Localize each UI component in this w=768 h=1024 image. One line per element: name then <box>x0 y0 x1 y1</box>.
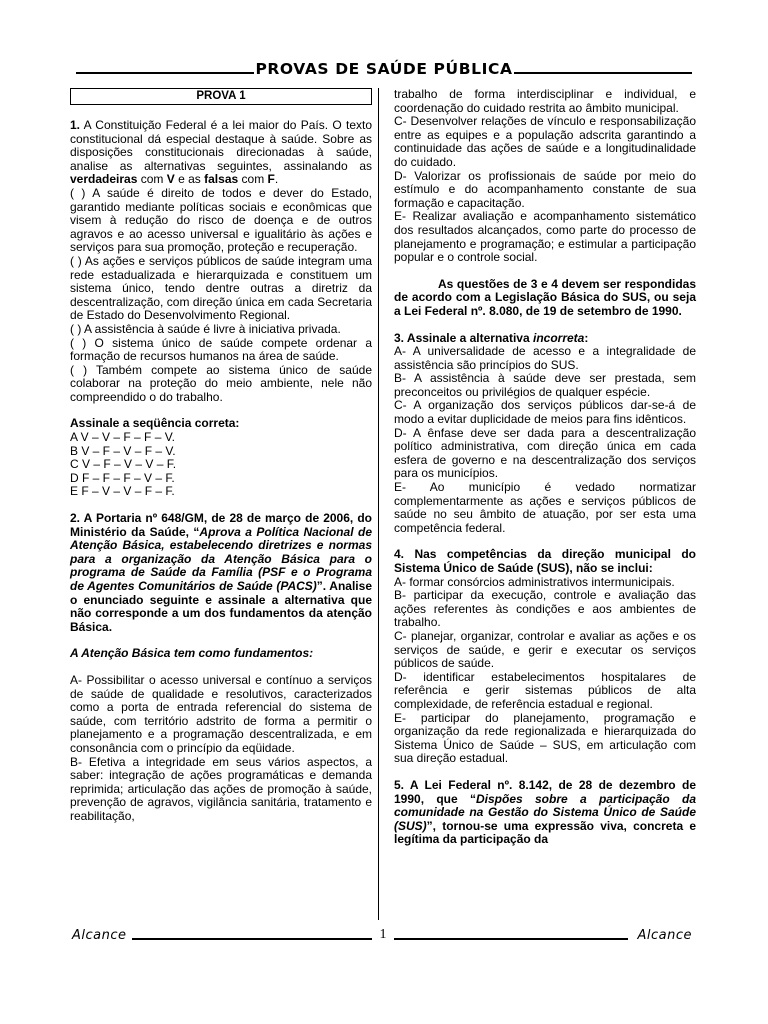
word-com-2: com <box>241 172 265 187</box>
footer-rule-right <box>394 938 628 940</box>
q3-option-d: D- A ênfase deve ser dada para a descentralização político administrativa, com direção única em cada esfera de governo e na descentralização dos serviços para os municípios. <box>394 425 696 481</box>
q1-option: C V – F – V – V – F. <box>70 457 177 472</box>
left-column <box>70 88 372 824</box>
q3-option-a: A- A universalidade de acesso e a integralidade de assistência são princípios do SUS. <box>394 344 696 372</box>
q1-option: D F – F – F – V – F. <box>70 470 175 485</box>
q2-option-d: D- Valorizar os profissionais de saúde por meio do estímulo e do acompanhamento constante de sua formação e capacitação. <box>394 168 696 210</box>
page-number: 1 <box>379 927 387 942</box>
q5-quote: Dispões sobre a participação da comunidade na Gestão do Sistema Único de Saúde (SUS) <box>394 791 696 833</box>
question-3-title <box>394 332 696 346</box>
footer-brand-left: Alcance <box>72 928 127 943</box>
column-divider <box>378 88 379 920</box>
page-title: PROVAS DE SAÚDE PÚBLICA <box>255 60 513 78</box>
q4-option-b: B- participar da execução, controle e avaliação das ações referentes às condições e aos ambientes de trabalho. <box>394 588 696 630</box>
q3-option-b: B- A assistência à saúde deve ser prestada, sem preconceitos ou privilégios de qualquer espécie. <box>394 371 696 399</box>
q5-part1: 5. A Lei Federal nº. 8.142, de 28 de dezembro de 1990, que “ <box>394 777 696 806</box>
prova-title-box: PROVA 1 <box>70 88 372 105</box>
letter-f: F <box>267 172 275 187</box>
page-header <box>68 58 692 86</box>
q1-option: E F – V – V – F – F. <box>70 484 175 499</box>
q1-statement: ( ) As ações e serviços públicos de saúde integram uma rede estadualizada e hierarquizada e constituem um sistema único, tendo dentre outras a diretriz da descentralização, com direção única em cada Secretaria de Estado do Desenvolvimento Regional. <box>70 253 372 323</box>
q4-option-d: D- identificar estabelecimentos hospitalares de referência e gerir sistemas públicos de alta complexidade, de referência estadual e regional. <box>394 669 696 711</box>
q3-keyword: incorreta <box>532 330 585 345</box>
q2-option-a: A- Possibilitar o acesso universal e contínuo a serviços de saúde de qualidade e resolutivos, caracterizados como a porta de entrada referencial do sistema de saúde, com território adstrito de forma a permitir o planejamento e a programação descentralizada, e em consonância com o princípio da eqüidade. <box>70 672 372 755</box>
legislation-note: As questões de 3 e 4 devem ser respondidas de acordo com a Legislação Básica do SUS, ou seja a Lei Federal nº. 8.080, de 19 de setembro de 1990. <box>394 276 696 318</box>
question-1-text: A Constituição Federal é a lei maior do País. O texto constitucional dá especial destaque à saúde. Sobre as disposições constitucionais direcionadas à saúde, analise as alternativas seguintes, assinalando as <box>70 118 373 173</box>
question-1-intro <box>70 119 372 187</box>
q2-part1: 2. A Portaria nº 648/GM, de 28 de março de 2006, do Ministério da Saúde, “ <box>70 511 372 539</box>
question-2-statement <box>70 512 372 634</box>
q1-sequence-title: Assinale a seqüência correta: <box>70 416 240 431</box>
letter-v: V <box>166 172 175 187</box>
q1-option: B V – F – V – F – V. <box>70 443 176 458</box>
page-footer <box>68 928 692 948</box>
q1-statement: ( ) A assistência à saúde é livre à iniciativa privada. <box>70 321 341 336</box>
right-column <box>394 88 696 847</box>
question-4-title: 4. Nas competências da direção municipal do Sistema Único de Saúde (SUS), não se inclui: <box>394 547 696 575</box>
q2-option-c: C- Desenvolver relações de vínculo e responsabilização entre as equipes e a população adscrita garantindo a continuidade das ações de saúde e a longitudinalidade do cuidado. <box>394 114 696 169</box>
q1-statement: ( ) A saúde é direito de todos e dever do Estado, garantido mediante políticas sociais e econômicas que visem à redução do risco de doença e de outros agravos e ao acesso universal e igualitário às ações e serviços para sua promoção, proteção e recuperação. <box>70 185 372 255</box>
q2-option-e: E- Realizar avaliação e acompanhamento sistemático dos resultados alcançados, como parte do processo de planejamento e programação; e estimular a participação popular e o controle social. <box>394 209 696 265</box>
period: . <box>274 172 279 187</box>
q5-part3: ”, tornou-se uma expressão viva, concreta e legítima da participação da <box>394 818 696 847</box>
q4-option-e: E- participar do planejamento, programação e organização da rede regionalizada e hierarquizada do Sistema Único de Saúde – SUS, em articulação com sua direção estadual. <box>394 710 696 766</box>
keyword-falsas: falsas <box>204 172 239 187</box>
q4-option-a: A- formar consórcios administrativos intermunicipais. <box>394 574 675 589</box>
q2-part3: ”. Analise o enunciado seguinte e assinale a alternativa que não corresponde a um dos fundamentos da atenção Básica. <box>70 579 372 634</box>
question-5-statement <box>394 779 696 847</box>
q3-title-text: 3. Assinale a alternativa <box>394 330 530 345</box>
q3-colon: : <box>584 330 589 345</box>
q2-option-b: B- Efetiva a integridade em seus vários aspectos, a saber: integração de ações programáticas e demanda reprimida; articulação das ações de promoção à saúde, prevenção de agravos, vigilância sanitária, tratamento e reabilitação, <box>70 754 372 823</box>
q2-quote: Aprova a Política Nacional de Atenção Básica, estabelecendo diretrizes e normas para a organização da Atenção Básica para o programa de Saúde da Família (PSF e o Programa de Agentes Comunitários de Saúde (PACS) <box>70 524 372 593</box>
q2-subtitle: A Atenção Básica tem como fundamentos: <box>70 646 314 661</box>
q1-statement: ( ) O sistema único de saúde compete ordenar a formação de recursos humanos na área de saúde. <box>70 335 372 364</box>
q3-option-e: E- Ao município é vedado normatizar complementarmente as ações e serviços públicos de saúde no seu âmbito de atuação, por ser esta uma competência federal. <box>394 480 696 535</box>
question-1-number: 1. <box>70 118 81 132</box>
footer-brand-right: Alcance <box>637 928 692 943</box>
q1-statement: ( ) Também compete ao sistema único de saúde colaborar na proteção do meio ambiente, nele não compreendido o do trabalho. <box>70 362 372 404</box>
q1-option: A V – V – F – F – V. <box>70 430 175 445</box>
q4-option-c: C- planejar, organizar, controlar e avaliar as ações e os serviços de saúde, e gerir e executar os serviços públicos de saúde. <box>394 628 696 671</box>
q2-option-b-cont: trabalho de forma interdisciplinar e individual, e coordenação do cuidado restrita ao âmbito municipal. <box>394 87 696 115</box>
footer-rule-left <box>132 938 372 940</box>
word-com: com <box>140 172 164 187</box>
keyword-verdadeiras: verdadeiras <box>70 172 138 187</box>
q3-option-c: C- A organização dos serviços públicos dar-se-á de modo a evitar duplicidade de meios para fins idênticos. <box>394 398 696 427</box>
word-e-as: e as <box>178 172 201 187</box>
header-rule-right <box>514 72 692 74</box>
